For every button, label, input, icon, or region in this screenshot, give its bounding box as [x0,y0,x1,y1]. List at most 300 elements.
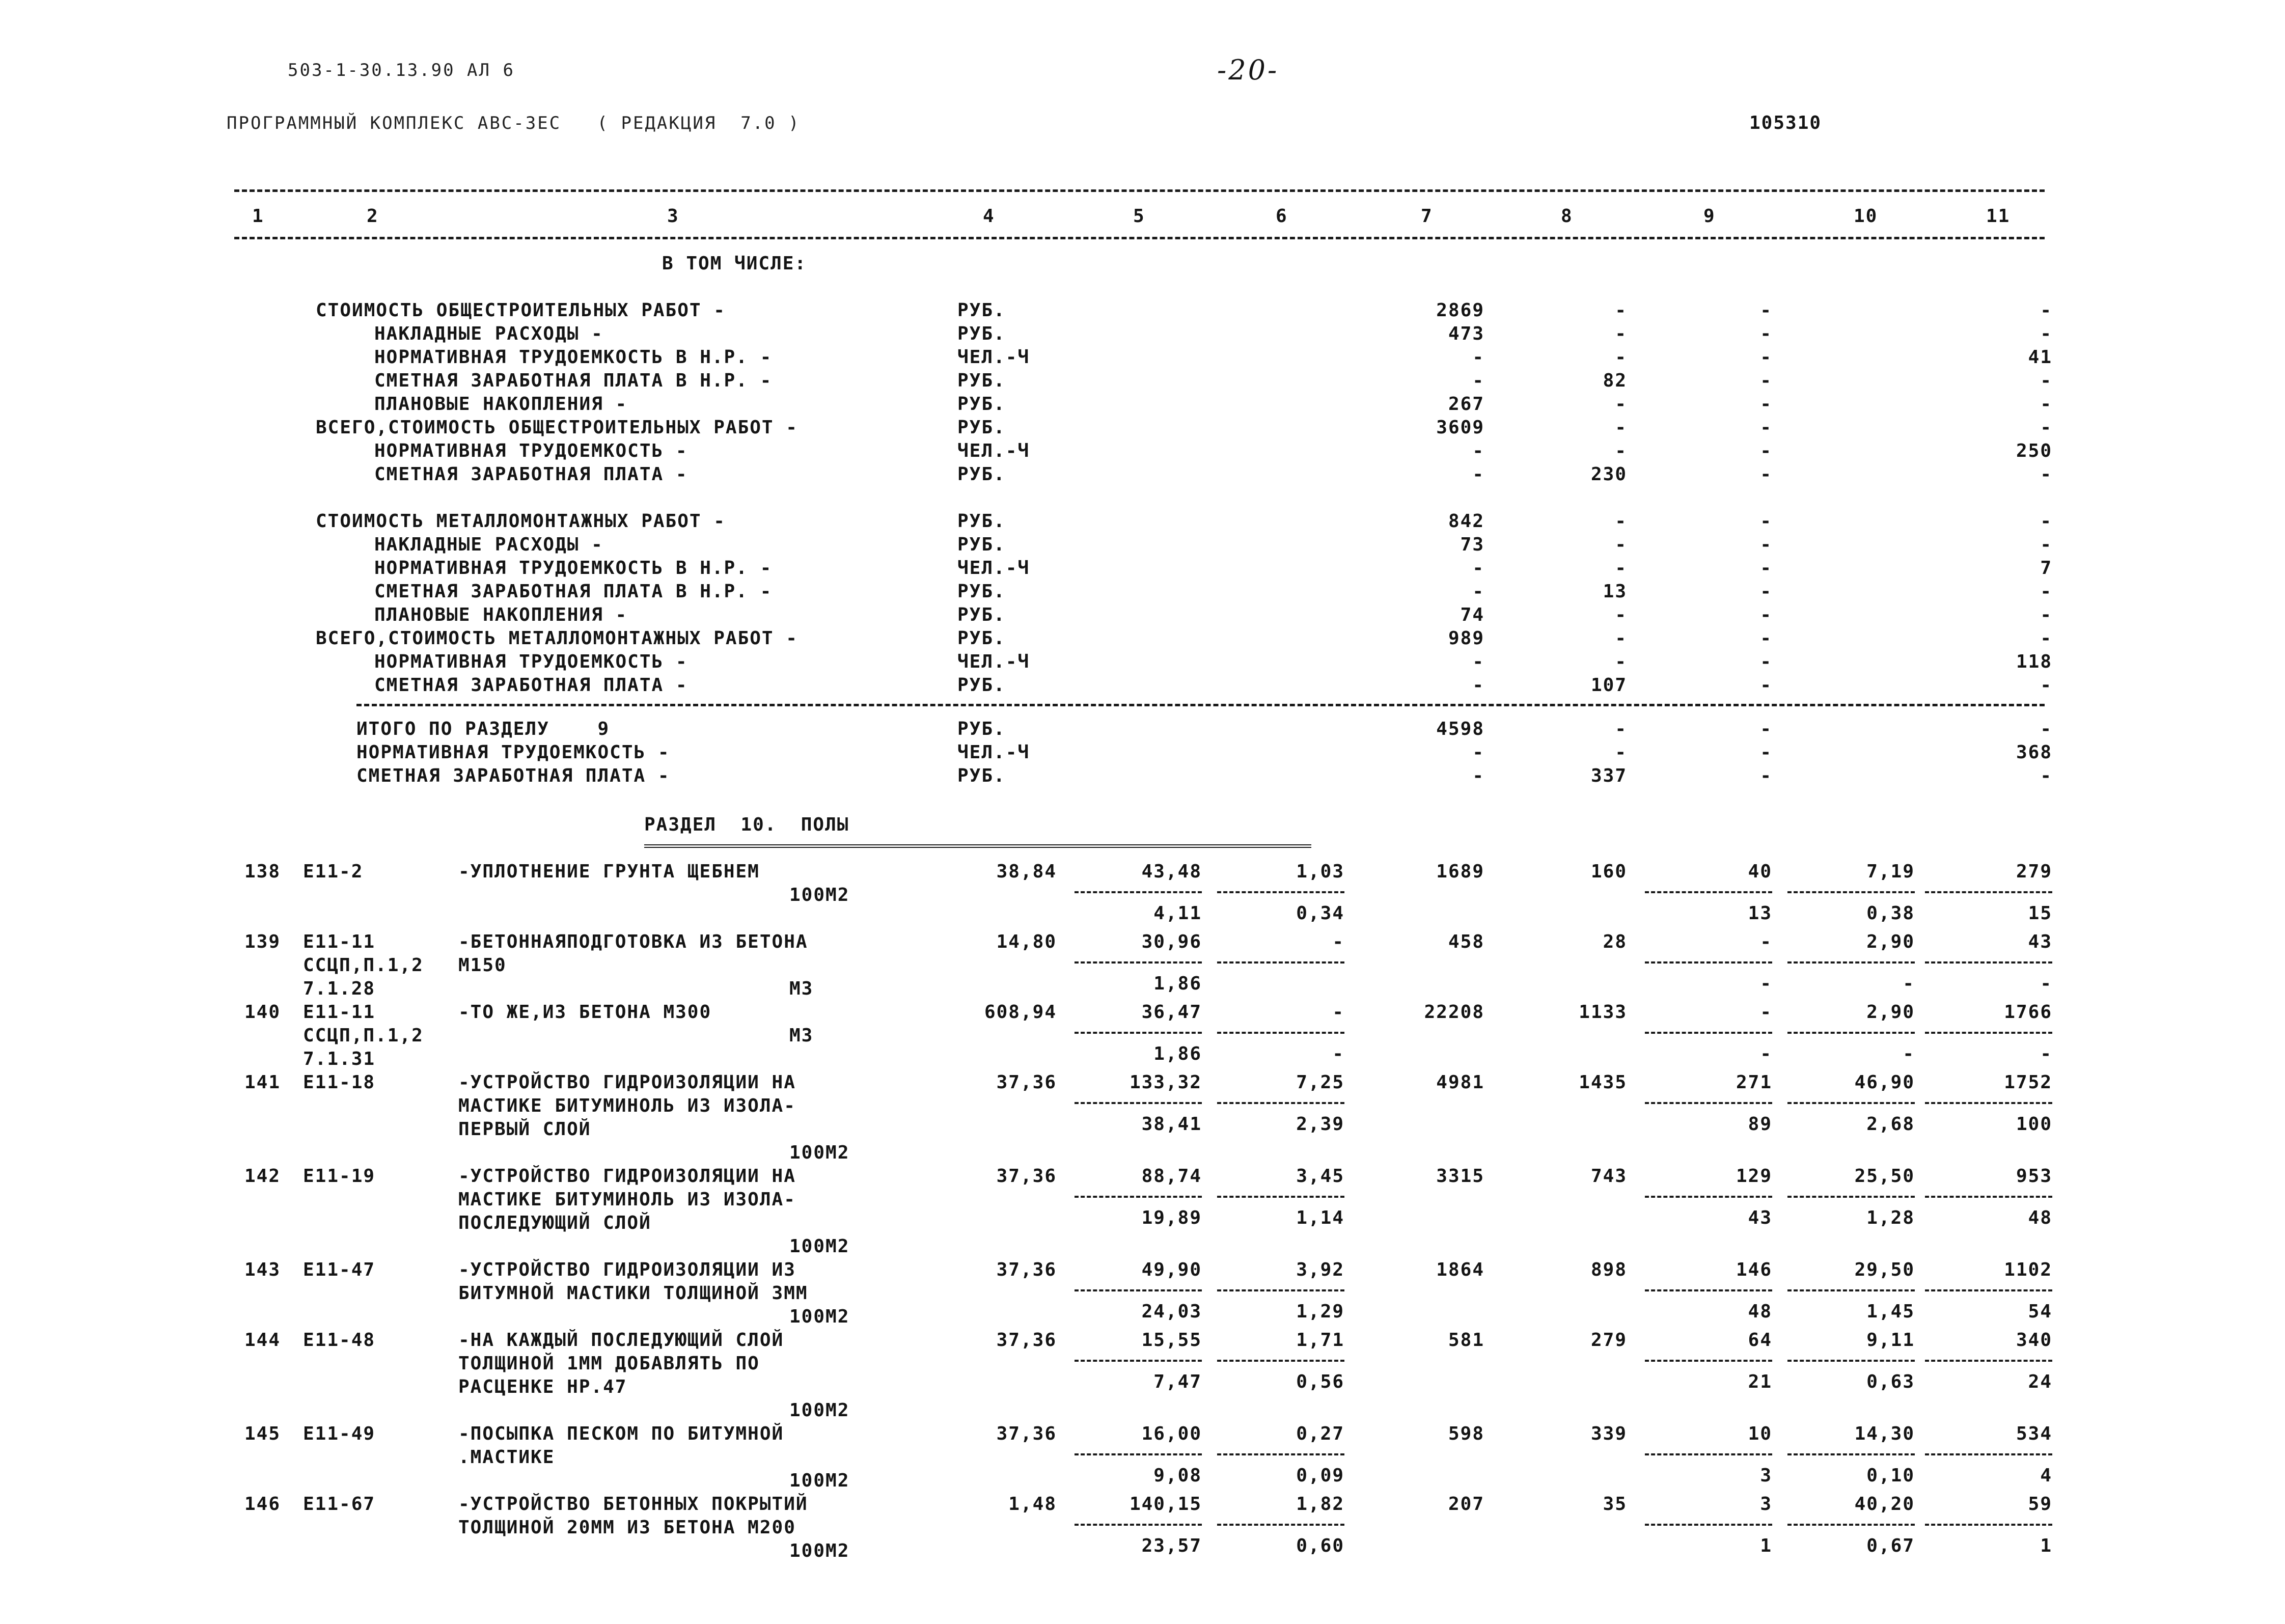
itogo-col9: - [1760,719,1772,739]
item-price-main: 16,00 [1141,1423,1202,1444]
cell-separator [1645,1032,1772,1034]
item-price-wages: 24,03 [1141,1301,1202,1322]
item-labour-sub: 15 [2028,903,2052,924]
summary-col8: - [1615,628,1627,649]
item-unit: 100М2 [789,1142,850,1163]
summary-col9: - [1760,370,1772,391]
summary-col9: - [1760,417,1772,438]
item-price-main: 7,25 [1296,1072,1344,1093]
summary-col8: - [1615,511,1627,532]
summary-col9: - [1760,628,1772,649]
summary-col9: - [1760,675,1772,696]
summary-col8: - [1615,604,1627,625]
cell-separator [1075,1032,1202,1034]
summary-col7: 2869 [1436,300,1484,321]
item-description: -УСТРОЙСТВО ГИДРОИЗОЛЯЦИИ НА [458,1072,796,1093]
summary-col8: - [1615,558,1627,579]
cell-separator [1645,961,1772,964]
itogo-col11: - [2040,765,2052,786]
item-labour-main: 10 [1748,1423,1772,1444]
item-labour-sub: 1,28 [1866,1207,1915,1228]
cell-separator [1075,961,1202,964]
item-total: 1864 [1436,1259,1484,1280]
summary-unit: ЧЕЛ.-Ч [957,651,1030,672]
item-description: -ПОСЫПКА ПЕСКОМ ПО БИТУМНОЙ [458,1423,784,1444]
item-price-wages: 0,56 [1296,1371,1344,1392]
item-labour-main: 14,30 [1854,1423,1915,1444]
summary-col7: 842 [1448,511,1484,532]
cell-separator [1075,1102,1202,1104]
cell-separator [1217,1032,1344,1034]
item-description: -УПЛОТНЕНИЕ ГРУНТА ЩЕБНЕМ [458,861,760,882]
section-underline [644,844,1311,848]
summary-col7: - [1472,441,1484,461]
item-code: 7.1.28 [303,978,376,999]
cell-separator [1787,1289,1915,1291]
cell-separator [1217,1289,1344,1291]
item-number: 142 [244,1166,281,1187]
item-labour-sub: 1,45 [1866,1301,1915,1322]
item-price-wages: 1,86 [1153,1043,1202,1064]
summary-unit: РУБ. [957,370,1006,391]
column-number: 11 [1986,206,2011,227]
summary-label: НОРМАТИВНАЯ ТРУДОЕМКОСТЬ В Н.Р. - [374,558,773,579]
item-description: ТОЛЩИНОЙ 1ММ ДОБАВЛЯТЬ ПО [458,1353,760,1374]
itogo-col8: - [1615,719,1627,739]
item-labour-sub: - [1760,973,1772,994]
item-labour-sub: 13 [1748,903,1772,924]
column-number: 10 [1854,206,1878,227]
summary-col8: 82 [1603,370,1627,391]
cell-separator [1075,1196,1202,1198]
item-price-wages: 9,08 [1153,1465,1202,1486]
itogo-col7: 4598 [1436,719,1484,739]
item-labour-main: 129 [1736,1166,1772,1187]
item-labour-sub: 1 [1760,1535,1772,1556]
summary-col7: - [1472,651,1484,672]
item-labour-sub: - [2040,1043,2052,1064]
item-labour-sub: 3 [1760,1465,1772,1486]
item-price-main: 36,47 [1141,1002,1202,1023]
item-labour-main: 1766 [2004,1002,2052,1023]
item-labour-sub: 48 [2028,1207,2052,1228]
item-labour-main: 64 [1748,1330,1772,1351]
cell-separator [1787,1360,1915,1362]
item-price-wages: 0,60 [1296,1535,1344,1556]
summary-unit: ЧЕЛ.-Ч [957,441,1030,461]
cell-separator [1075,1360,1202,1362]
itogo-col9: - [1760,765,1772,786]
item-description: .МАСТИКЕ [458,1447,555,1468]
summary-col8: - [1615,394,1627,415]
item-description: -НА КАЖДЫЙ ПОСЛЕДУЮЩИЙ СЛОЙ [458,1330,784,1351]
summary-col8: - [1615,323,1627,344]
item-price-main: 88,74 [1141,1166,1202,1187]
cell-separator [1787,961,1915,964]
item-price-main: - [1332,1002,1344,1023]
item-price-main: 3,45 [1296,1166,1344,1187]
summary-col7: - [1472,347,1484,368]
summary-unit: ЧЕЛ.-Ч [957,347,1030,368]
summary-col7: 73 [1460,534,1484,555]
header-rule-bottom [234,237,2045,239]
item-wages: 898 [1590,1259,1627,1280]
cell-separator [1645,1289,1772,1291]
cell-separator [1925,891,2052,893]
summary-col11: - [2040,604,2052,625]
cell-separator [1645,1360,1772,1362]
cell-separator [1217,1453,1344,1455]
summary-col11: - [2040,417,2052,438]
item-quantity: 37,36 [996,1072,1057,1093]
summary-col8: - [1615,347,1627,368]
item-number: 140 [244,1002,281,1023]
item-total: 22208 [1424,1002,1484,1023]
summary-col9: - [1760,604,1772,625]
summary-col8: 13 [1603,581,1627,602]
column-number: 3 [667,206,679,227]
itogo-rule [356,704,2045,706]
summary-label: НОРМАТИВНАЯ ТРУДОЕМКОСТЬ В Н.Р. - [374,347,773,368]
item-price-main: 0,27 [1296,1423,1344,1444]
item-labour-main: 1752 [2004,1072,2052,1093]
summary-label: СТОИМОСТЬ МЕТАЛЛОМОНТАЖНЫХ РАБОТ - [316,511,726,532]
column-number: 5 [1133,206,1145,227]
cell-separator [1217,1196,1344,1198]
doc-code: 503-1-30.13.90 АЛ 6 [288,60,515,80]
cell-separator [1925,961,2052,964]
cell-separator [1075,1289,1202,1291]
summary-col7: 267 [1448,394,1484,415]
column-number: 8 [1561,206,1573,227]
item-labour-main: 25,50 [1854,1166,1915,1187]
cell-separator [1217,1524,1344,1526]
column-number: 6 [1276,206,1288,227]
item-price-main: 140,15 [1129,1494,1202,1515]
item-labour-sub: 0,63 [1866,1371,1915,1392]
program-code: 105310 [1749,113,1822,133]
item-description: ПОСЛЕДУЮЩИЙ СЛОЙ [458,1213,651,1233]
summary-label: НОРМАТИВНАЯ ТРУДОЕМКОСТЬ - [374,441,688,461]
itogo-col7: - [1472,742,1484,763]
item-labour-main: 46,90 [1854,1072,1915,1093]
summary-col11: - [2040,511,2052,532]
itogo-col8: - [1615,742,1627,763]
cell-separator [1075,1524,1202,1526]
cell-separator [1217,961,1344,964]
item-description: М150 [458,955,507,976]
item-quantity: 14,80 [996,931,1057,952]
item-wages: 35 [1603,1494,1627,1515]
summary-col11: - [2040,323,2052,344]
item-labour-main: 9,11 [1866,1330,1915,1351]
summary-col9: - [1760,300,1772,321]
item-labour-main: 7,19 [1866,861,1915,882]
item-quantity: 37,36 [996,1423,1057,1444]
item-price-main: 1,82 [1296,1494,1344,1515]
item-labour-sub: 2,68 [1866,1114,1915,1135]
page-number: -20- [1217,54,1279,86]
summary-col9: - [1760,581,1772,602]
column-number: 7 [1421,206,1433,227]
summary-col11: 41 [2028,347,2052,368]
summary-col9: - [1760,441,1772,461]
item-wages: 1133 [1579,1002,1627,1023]
itogo-col8: 337 [1590,765,1627,786]
summary-col8: - [1615,417,1627,438]
cell-separator [1925,1289,2052,1291]
item-labour-sub: - [1760,1043,1772,1064]
summary-col9: - [1760,651,1772,672]
item-number: 145 [244,1423,281,1444]
item-labour-sub: - [1903,973,1915,994]
item-labour-main: 1102 [2004,1259,2052,1280]
summary-unit: РУБ. [957,581,1006,602]
item-labour-sub: 100 [2016,1114,2052,1135]
item-labour-sub: 0,10 [1866,1465,1915,1486]
item-description: МАСТИКЕ БИТУМИНОЛЬ ИЗ ИЗОЛА- [458,1189,796,1210]
item-total: 458 [1448,931,1484,952]
summary-unit: РУБ. [957,394,1006,415]
item-code: Е11-11 [303,931,376,952]
summary-col11: - [2040,394,2052,415]
summary-col7: - [1472,581,1484,602]
summary-unit: РУБ. [957,300,1006,321]
cell-separator [1787,1032,1915,1034]
itogo-unit: ЧЕЛ.-Ч [957,742,1030,763]
summary-col7: 989 [1448,628,1484,649]
cell-separator [1217,1360,1344,1362]
item-labour-sub: 1 [2040,1535,2052,1556]
summary-col9: - [1760,323,1772,344]
column-number: 1 [252,206,264,227]
item-code: 7.1.31 [303,1049,376,1069]
item-description: РАСЦЕНКЕ НР.47 [458,1377,627,1397]
item-unit: 100М2 [789,1470,850,1491]
item-price-main: - [1332,931,1344,952]
item-quantity: 37,36 [996,1166,1057,1187]
summary-col7: - [1472,370,1484,391]
summary-col8: - [1615,300,1627,321]
itogo-col11: - [2040,719,2052,739]
item-description: -БЕТОННАЯПОДГОТОВКА ИЗ БЕТОНА [458,931,808,952]
column-number: 9 [1703,206,1716,227]
item-code: Е11-2 [303,861,364,882]
item-price-wages: 0,34 [1296,903,1344,924]
item-code: Е11-47 [303,1259,376,1280]
summary-unit: ЧЕЛ.-Ч [957,558,1030,579]
summary-col9: - [1760,534,1772,555]
column-number: 2 [367,206,379,227]
item-number: 141 [244,1072,281,1093]
item-labour-sub: - [2040,973,2052,994]
summary-col8: 230 [1590,464,1627,485]
item-quantity: 608,94 [984,1002,1057,1023]
summary-unit: РУБ. [957,675,1006,696]
item-description: ТОЛЩИНОЙ 20ММ ИЗ БЕТОНА М200 [458,1517,796,1538]
item-labour-main: 3 [1760,1494,1772,1515]
cell-separator [1925,1360,2052,1362]
item-labour-main: 146 [1736,1259,1772,1280]
item-price-wages: 4,11 [1153,903,1202,924]
summary-label: СМЕТНАЯ ЗАРАБОТНАЯ ПЛАТА В Н.Р. - [374,581,773,602]
item-price-wages: 0,09 [1296,1465,1344,1486]
item-price-main: 49,90 [1141,1259,1202,1280]
summary-label: ВСЕГО,СТОИМОСТЬ ОБЩЕСТРОИТЕЛЬНЫХ РАБОТ - [316,417,798,438]
item-labour-main: 534 [2016,1423,2052,1444]
summary-col8: 107 [1590,675,1627,696]
summary-col8: - [1615,441,1627,461]
item-total: 207 [1448,1494,1484,1515]
item-labour-main: 271 [1736,1072,1772,1093]
item-number: 144 [244,1330,281,1351]
cell-separator [1925,1032,2052,1034]
item-price-wages: 1,14 [1296,1207,1344,1228]
item-price-main: 30,96 [1141,931,1202,952]
summary-col11: - [2040,464,2052,485]
item-number: 146 [244,1494,281,1515]
cell-separator [1787,1453,1915,1455]
summary-col9: - [1760,511,1772,532]
item-price-wages: 38,41 [1141,1114,1202,1135]
header-rule-top [234,189,2045,192]
item-price-wages: 1,86 [1153,973,1202,994]
item-quantity: 37,36 [996,1259,1057,1280]
summary-col9: - [1760,394,1772,415]
item-wages: 160 [1590,861,1627,882]
cell-separator [1787,1196,1915,1198]
cell-separator [1787,1102,1915,1104]
item-number: 139 [244,931,281,952]
item-price-main: 43,48 [1141,861,1202,882]
item-wages: 279 [1590,1330,1627,1351]
cell-separator [1075,1453,1202,1455]
summary-label: СМЕТНАЯ ЗАРАБОТНАЯ ПЛАТА В Н.Р. - [374,370,773,391]
item-wages: 743 [1590,1166,1627,1187]
cell-separator [1645,891,1772,893]
cell-separator [1217,1102,1344,1104]
item-unit: 100М2 [789,1306,850,1327]
summary-label: ВСЕГО,СТОИМОСТЬ МЕТАЛЛОМОНТАЖНЫХ РАБОТ - [316,628,798,649]
summary-col8: - [1615,651,1627,672]
item-price-main: 1,03 [1296,861,1344,882]
item-description: МАСТИКЕ БИТУМИНОЛЬ ИЗ ИЗОЛА- [458,1095,796,1116]
summary-unit: РУБ. [957,628,1006,649]
summary-label: НАКЛАДНЫЕ РАСХОДЫ - [374,534,603,555]
item-total: 4981 [1436,1072,1484,1093]
item-quantity: 1,48 [1008,1494,1057,1515]
summary-unit: РУБ. [957,511,1006,532]
column-number: 4 [983,206,995,227]
item-code: Е11-18 [303,1072,376,1093]
item-description: -УСТРОЙСТВО ГИДРОИЗОЛЯЦИИ НА [458,1166,796,1187]
item-unit: М3 [789,978,814,999]
item-labour-main: - [1760,931,1772,952]
item-description: БИТУМНОЙ МАСТИКИ ТОЛЩИНОЙ 3ММ [458,1283,808,1304]
summary-unit: РУБ. [957,604,1006,625]
summary-col11: - [2040,370,2052,391]
item-labour-main: 2,90 [1866,1002,1915,1023]
itogo-col9: - [1760,742,1772,763]
cell-separator [1925,1453,2052,1455]
item-unit: 100М2 [789,1540,850,1561]
summary-unit: РУБ. [957,417,1006,438]
itogo-unit: РУБ. [957,719,1006,739]
item-labour-sub: 24 [2028,1371,2052,1392]
item-code: Е11-67 [303,1494,376,1515]
item-labour-main: 2,90 [1866,931,1915,952]
summary-col11: - [2040,534,2052,555]
item-code: Е11-11 [303,1002,376,1023]
item-total: 581 [1448,1330,1484,1351]
item-price-main: 15,55 [1141,1330,1202,1351]
cell-separator [1787,891,1915,893]
summary-col9: - [1760,347,1772,368]
item-price-main: 133,32 [1129,1072,1202,1093]
item-labour-sub: 0,67 [1866,1535,1915,1556]
item-labour-main: 43 [2028,931,2052,952]
item-number: 143 [244,1259,281,1280]
summary-col9: - [1760,464,1772,485]
item-labour-sub: 89 [1748,1114,1772,1135]
item-labour-sub: 43 [1748,1207,1772,1228]
summary-label: ПЛАНОВЫЕ НАКОПЛЕНИЯ - [374,604,628,625]
summary-col7: - [1472,675,1484,696]
item-labour-sub: 48 [1748,1301,1772,1322]
item-total: 3315 [1436,1166,1484,1187]
summary-label: СМЕТНАЯ ЗАРАБОТНАЯ ПЛАТА - [374,464,688,485]
item-number: 138 [244,861,281,882]
itogo-unit: РУБ. [957,765,1006,786]
item-code: ССЦП,П.1,2 [303,1025,424,1046]
item-price-wages: 1,29 [1296,1301,1344,1322]
summary-col11: - [2040,675,2052,696]
cell-separator [1787,1524,1915,1526]
item-description: -УСТРОЙСТВО БЕТОННЫХ ПОКРЫТИЙ [458,1494,808,1515]
summary-col11: 7 [2040,558,2052,579]
item-code: Е11-49 [303,1423,376,1444]
cell-separator [1925,1196,2052,1198]
cell-separator [1925,1102,2052,1104]
item-code: ССЦП,П.1,2 [303,955,424,976]
summary-unit: РУБ. [957,464,1006,485]
summary-col8: - [1615,534,1627,555]
section-title: РАЗДЕЛ 10. ПОЛЫ [644,814,849,835]
item-labour-main: 40 [1748,861,1772,882]
summary-col11: 118 [2016,651,2052,672]
summary-col7: 3609 [1436,417,1484,438]
item-code: Е11-48 [303,1330,376,1351]
item-description: -УСТРОЙСТВО ГИДРОИЗОЛЯЦИИ ИЗ [458,1259,796,1280]
itogo-label: ИТОГО ПО РАЗДЕЛУ 9 [356,719,610,739]
item-unit: 100М2 [789,1236,850,1257]
item-labour-main: 340 [2016,1330,2052,1351]
summary-col7: 473 [1448,323,1484,344]
item-labour-sub: - [1903,1043,1915,1064]
summary-label: СТОИМОСТЬ ОБЩЕСТРОИТЕЛЬНЫХ РАБОТ - [316,300,726,321]
itogo-label: СМЕТНАЯ ЗАРАБОТНАЯ ПЛАТА - [356,765,670,786]
itogo-label: НОРМАТИВНАЯ ТРУДОЕМКОСТЬ - [356,742,670,763]
item-quantity: 38,84 [996,861,1057,882]
item-total: 598 [1448,1423,1484,1444]
item-labour-main: - [1760,1002,1772,1023]
item-unit: М3 [789,1025,814,1046]
item-unit: 100М2 [789,1400,850,1421]
item-labour-sub: 54 [2028,1301,2052,1322]
summary-col11: 250 [2016,441,2052,461]
item-price-wages: 2,39 [1296,1114,1344,1135]
itogo-col11: 368 [2016,742,2052,763]
